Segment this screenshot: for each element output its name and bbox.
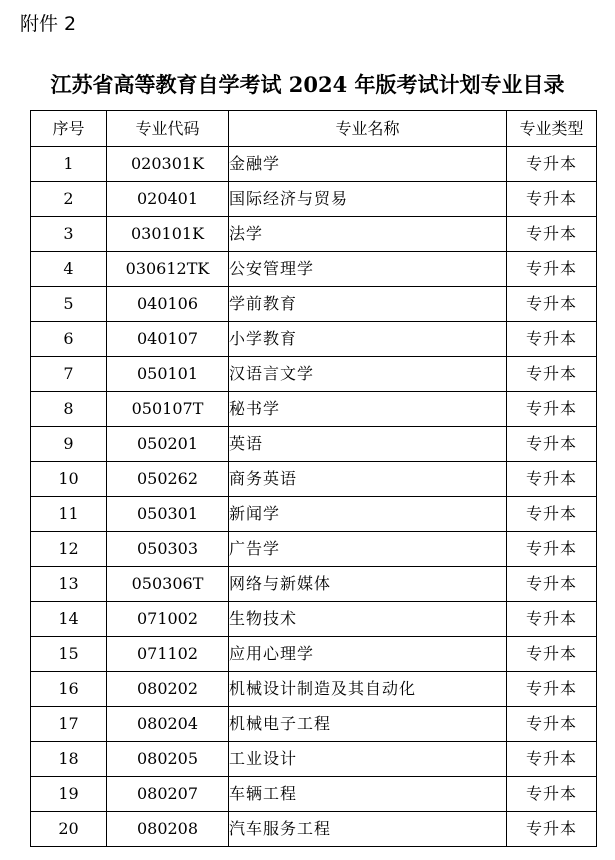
row-type-cell: 专升本 <box>507 182 597 217</box>
table-row <box>31 357 597 392</box>
row-name-cell: 商务英语 <box>229 462 507 497</box>
row-code-cell: 050107T <box>107 392 229 427</box>
table-row <box>31 497 597 532</box>
table-row <box>31 707 597 742</box>
row-name-cell: 网络与新媒体 <box>229 567 507 602</box>
row-type-cell: 专升本 <box>507 462 597 497</box>
row-type-cell: 专升本 <box>507 532 597 567</box>
row-type-cell: 专升本 <box>507 742 597 777</box>
row-code-cell: 040106 <box>107 287 229 322</box>
row-seq-cell: 7 <box>31 357 107 392</box>
row-type-cell: 专升本 <box>507 322 597 357</box>
table-row <box>31 392 597 427</box>
table-row <box>31 147 597 182</box>
row-code-cell: 050201 <box>107 427 229 462</box>
row-type-cell: 专升本 <box>507 147 597 182</box>
row-seq-cell: 12 <box>31 532 107 567</box>
row-seq-cell: 18 <box>31 742 107 777</box>
header-seq: 序号 <box>31 111 107 147</box>
row-code-cell: 050306T <box>107 567 229 602</box>
row-type-cell: 专升本 <box>507 672 597 707</box>
row-code-cell: 080204 <box>107 707 229 742</box>
row-type-cell: 专升本 <box>507 392 597 427</box>
table-row <box>31 532 597 567</box>
header-name: 专业名称 <box>229 111 507 147</box>
row-name-cell: 公安管理学 <box>229 252 507 287</box>
major-catalog-table <box>30 110 597 847</box>
row-name-cell: 车辆工程 <box>229 777 507 812</box>
row-seq-cell: 4 <box>31 252 107 287</box>
row-seq-cell: 1 <box>31 147 107 182</box>
row-type-cell: 专升本 <box>507 357 597 392</box>
table-row <box>31 252 597 287</box>
row-name-cell: 小学教育 <box>229 322 507 357</box>
row-code-cell: 071002 <box>107 602 229 637</box>
row-code-cell: 080208 <box>107 812 229 847</box>
table-row <box>31 287 597 322</box>
row-seq-cell: 15 <box>31 637 107 672</box>
table-row <box>31 602 597 637</box>
row-code-cell: 071102 <box>107 637 229 672</box>
row-name-cell: 学前教育 <box>229 287 507 322</box>
row-type-cell: 专升本 <box>507 707 597 742</box>
row-seq-cell: 17 <box>31 707 107 742</box>
row-seq-cell: 9 <box>31 427 107 462</box>
row-name-cell: 新闻学 <box>229 497 507 532</box>
table-row <box>31 637 597 672</box>
table-row <box>31 812 597 847</box>
row-seq-cell: 2 <box>31 182 107 217</box>
row-type-cell: 专升本 <box>507 497 597 532</box>
row-code-cell: 050262 <box>107 462 229 497</box>
header-code: 专业代码 <box>107 111 229 147</box>
row-name-cell: 应用心理学 <box>229 637 507 672</box>
row-code-cell: 050101 <box>107 357 229 392</box>
row-code-cell: 050301 <box>107 497 229 532</box>
row-name-cell: 英语 <box>229 427 507 462</box>
document-title: 江苏省高等教育自学考试 2024 年版考试计划专业目录 <box>50 72 565 97</box>
table-row <box>31 672 597 707</box>
row-name-cell: 工业设计 <box>229 742 507 777</box>
table-header-row <box>31 111 597 147</box>
table-row <box>31 322 597 357</box>
table-body <box>31 147 597 847</box>
row-name-cell: 秘书学 <box>229 392 507 427</box>
row-code-cell: 030101K <box>107 217 229 252</box>
row-seq-cell: 20 <box>31 812 107 847</box>
row-name-cell: 广告学 <box>229 532 507 567</box>
row-code-cell: 080205 <box>107 742 229 777</box>
row-seq-cell: 10 <box>31 462 107 497</box>
row-seq-cell: 13 <box>31 567 107 602</box>
row-seq-cell: 8 <box>31 392 107 427</box>
row-type-cell: 专升本 <box>507 217 597 252</box>
row-seq-cell: 11 <box>31 497 107 532</box>
row-code-cell: 030612TK <box>107 252 229 287</box>
row-code-cell: 050303 <box>107 532 229 567</box>
row-code-cell: 080202 <box>107 672 229 707</box>
row-name-cell: 生物技术 <box>229 602 507 637</box>
row-seq-cell: 6 <box>31 322 107 357</box>
row-name-cell: 汽车服务工程 <box>229 812 507 847</box>
row-type-cell: 专升本 <box>507 427 597 462</box>
row-name-cell: 机械电子工程 <box>229 707 507 742</box>
table-row <box>31 182 597 217</box>
table-row <box>31 462 597 497</box>
table-row <box>31 777 597 812</box>
row-type-cell: 专升本 <box>507 602 597 637</box>
row-name-cell: 汉语言文学 <box>229 357 507 392</box>
row-name-cell: 金融学 <box>229 147 507 182</box>
row-code-cell: 040107 <box>107 322 229 357</box>
row-seq-cell: 3 <box>31 217 107 252</box>
table-row <box>31 742 597 777</box>
row-type-cell: 专升本 <box>507 777 597 812</box>
row-seq-cell: 5 <box>31 287 107 322</box>
row-seq-cell: 16 <box>31 672 107 707</box>
row-type-cell: 专升本 <box>507 812 597 847</box>
table-row <box>31 427 597 462</box>
row-seq-cell: 14 <box>31 602 107 637</box>
row-name-cell: 法学 <box>229 217 507 252</box>
row-name-cell: 国际经济与贸易 <box>229 182 507 217</box>
row-code-cell: 020301K <box>107 147 229 182</box>
attachment-label: 附件 2 <box>20 13 77 35</box>
row-seq-cell: 19 <box>31 777 107 812</box>
row-code-cell: 080207 <box>107 777 229 812</box>
row-type-cell: 专升本 <box>507 637 597 672</box>
row-type-cell: 专升本 <box>507 287 597 322</box>
row-code-cell: 020401 <box>107 182 229 217</box>
row-type-cell: 专升本 <box>507 567 597 602</box>
table-row <box>31 217 597 252</box>
row-name-cell: 机械设计制造及其自动化 <box>229 672 507 707</box>
header-type: 专业类型 <box>507 111 597 147</box>
row-type-cell: 专升本 <box>507 252 597 287</box>
table-row <box>31 567 597 602</box>
